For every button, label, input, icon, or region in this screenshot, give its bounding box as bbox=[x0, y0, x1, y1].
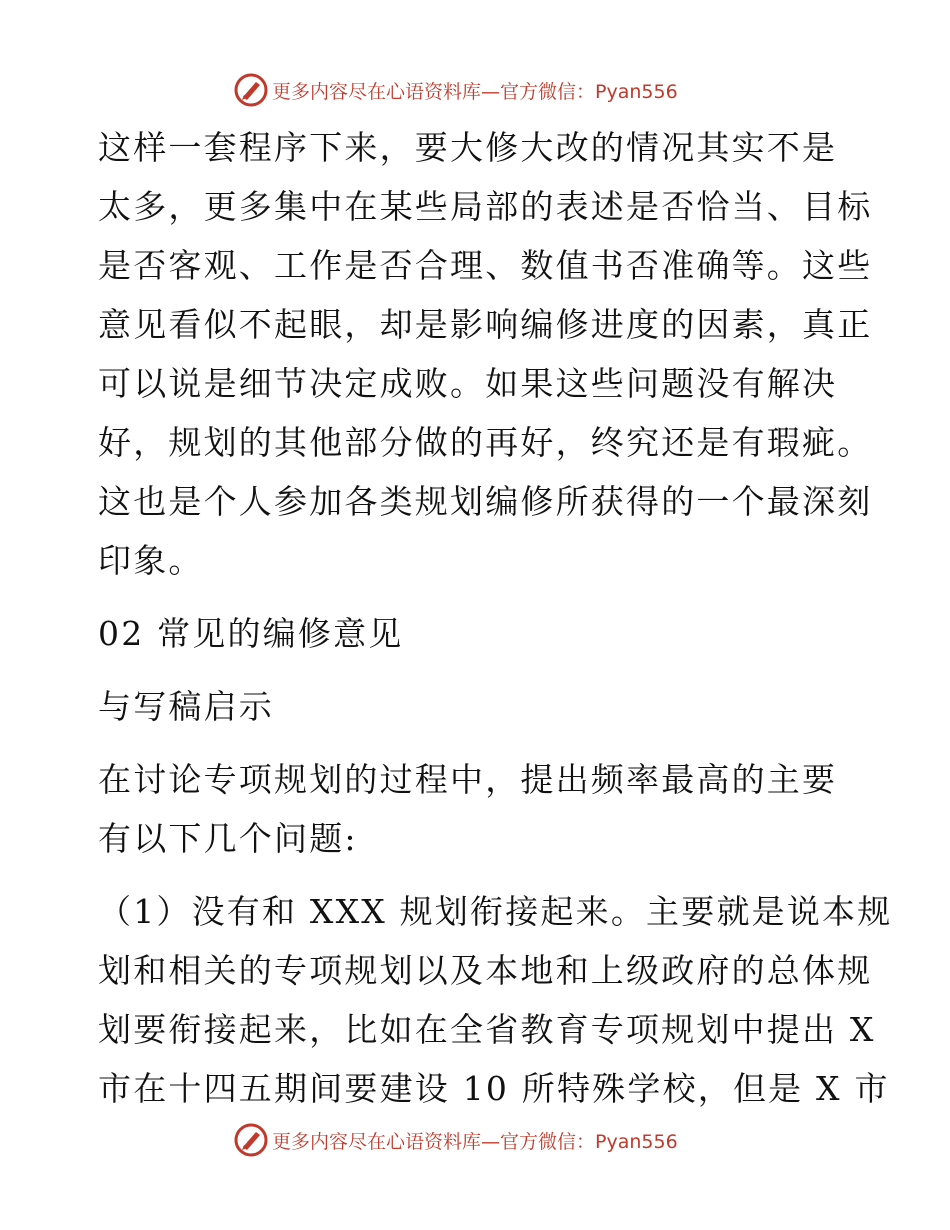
footer-text: 更多内容尽在心语资料库—官方微信：Pyan556 bbox=[272, 1130, 678, 1153]
section-subheading: 与写稿启示 bbox=[98, 687, 274, 726]
text-line: 划要衔接起来，比如在全省教育专项规划中提出 X bbox=[98, 1010, 876, 1049]
section-heading: 02 常见的编修意见 bbox=[98, 614, 404, 653]
text-line: 意见看似不起眼，却是影响编修进度的因素，真正 bbox=[98, 305, 873, 344]
text-line: 这也是个人参加各类规划编修所获得的一个最深刻 bbox=[98, 482, 873, 521]
text-line: 这样一套程序下来，要大修大改的情况其实不是 bbox=[98, 128, 838, 167]
text-line: 可以说是细节决定成败。如果这些问题没有解决 bbox=[98, 364, 838, 403]
footer-watermark bbox=[0, 1120, 950, 1160]
pen-logo-icon bbox=[234, 1123, 268, 1157]
document-body bbox=[98, 118, 893, 1118]
text-line: 好，规划的其他部分做的再好，终究还是有瑕疵。 bbox=[98, 423, 873, 462]
header-wechat-id: Pyan556 bbox=[595, 80, 678, 103]
paragraph-1 bbox=[98, 118, 873, 590]
pen-logo-icon bbox=[234, 73, 268, 107]
text-line: 印象。 bbox=[98, 541, 204, 580]
text-line: 有以下几个问题: bbox=[98, 819, 358, 858]
text-line: 在讨论专项规划的过程中，提出频率最高的主要 bbox=[98, 760, 838, 799]
text-line: 是否客观、工作是否合理、数值书否准确等。这些 bbox=[98, 246, 873, 285]
header-watermark bbox=[0, 70, 950, 110]
paragraph-2 bbox=[98, 750, 858, 868]
text-line: 太多，更多集中在某些局部的表述是否恰当、目标 bbox=[98, 187, 873, 226]
text-line: 市在十四五期间要建设 10 所特殊学校，但是 X 市 bbox=[98, 1069, 890, 1108]
text-line: （1）没有和 XXX 规划衔接起来。主要就是说本规 bbox=[98, 892, 893, 931]
footer-wechat-id: Pyan556 bbox=[595, 1130, 678, 1153]
header-text: 更多内容尽在心语资料库—官方微信：Pyan556 bbox=[272, 80, 678, 103]
paragraph-3 bbox=[98, 882, 893, 1118]
text-line: 划和相关的专项规划以及本地和上级政府的总体规 bbox=[98, 951, 873, 990]
